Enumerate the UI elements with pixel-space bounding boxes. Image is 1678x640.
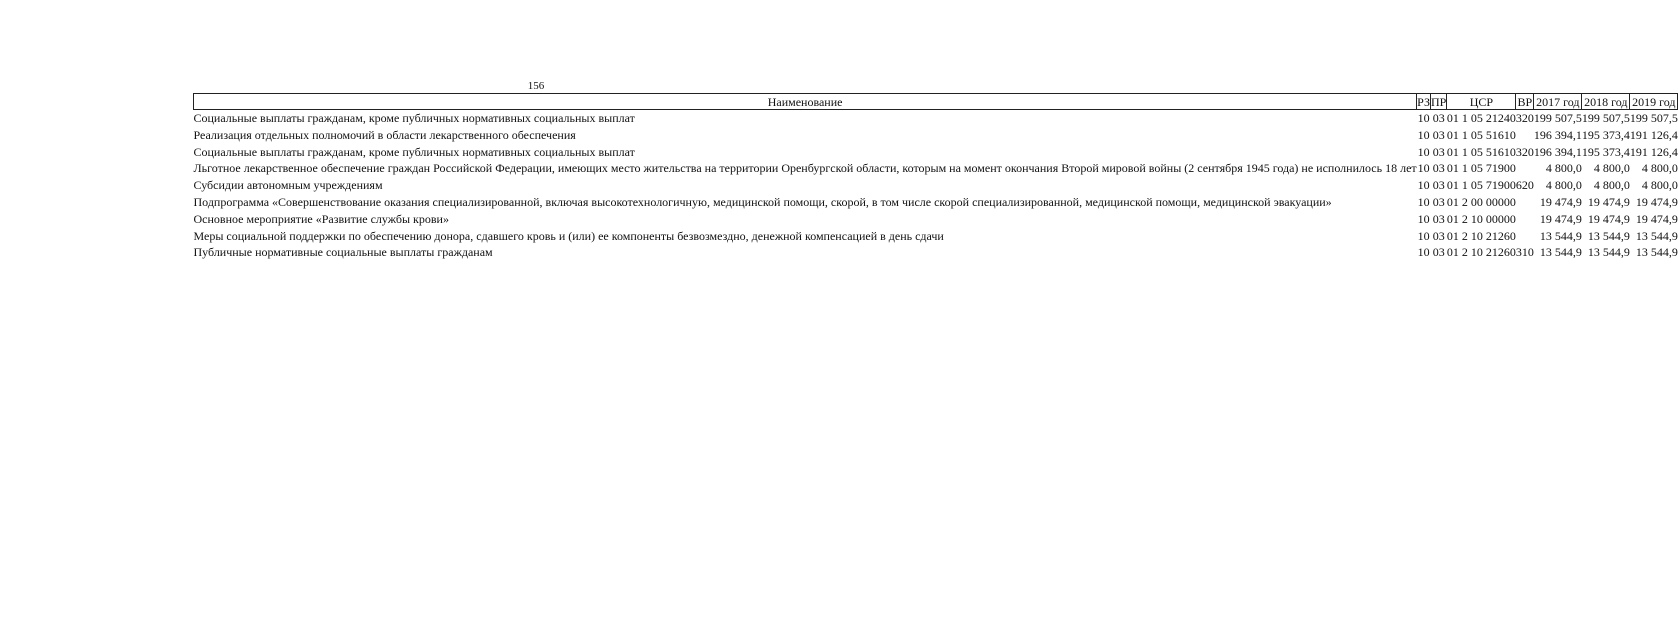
table-row xyxy=(194,194,1678,211)
row-rz: 10 xyxy=(1417,228,1430,243)
table-row xyxy=(194,144,1678,161)
row-vr xyxy=(1516,127,1534,144)
row-vr xyxy=(1516,194,1534,211)
row-2019: 19 474,9 xyxy=(1635,194,1678,209)
table-row xyxy=(194,160,1678,177)
row-csr: 01 2 10 00000 xyxy=(1446,211,1516,226)
row-csr: 01 1 05 71900 xyxy=(1446,161,1516,176)
row-rz: 10 xyxy=(1417,127,1430,142)
table-row xyxy=(194,177,1678,194)
row-2018: 13 544,9 xyxy=(1587,228,1630,243)
row-vr xyxy=(1516,160,1534,177)
row-2017: 19 474,9 xyxy=(1539,194,1582,209)
row-rz: 10 xyxy=(1417,111,1430,125)
row-rz: 10 xyxy=(1417,144,1430,159)
row-2017: 13 544,9 xyxy=(1539,228,1582,243)
row-rz: 10 xyxy=(1417,178,1430,193)
table-row xyxy=(194,211,1678,228)
header-2018: 2018 год xyxy=(1582,94,1630,110)
row-rz: 10 xyxy=(1417,245,1430,260)
row-pr: 03 xyxy=(1432,144,1445,159)
table-body xyxy=(194,110,1678,262)
row-vr: 310 xyxy=(1515,245,1534,260)
row-2017: 4 800,0 xyxy=(1545,161,1582,176)
row-pr: 03 xyxy=(1432,127,1445,142)
row-csr: 01 2 10 21260 xyxy=(1446,228,1516,243)
header-2017: 2017 год xyxy=(1534,94,1582,110)
row-2017: 4 800,0 xyxy=(1545,178,1582,193)
row-name: Субсидии автономным учреждениям xyxy=(193,178,383,193)
row-2017: 196 394,1 xyxy=(1533,127,1582,142)
table-row xyxy=(194,228,1678,245)
row-name: Меры социальной поддержки по обеспечению донора, сдавшего кровь и (или) ее компоненты безвозмездно, денежной компенсацией в день сдачи xyxy=(193,228,944,243)
header-pr: ПР xyxy=(1431,94,1447,109)
row-pr: 03 xyxy=(1432,194,1445,209)
row-csr: 01 1 05 21240 xyxy=(1446,111,1516,125)
row-name: Публичные нормативные социальные выплаты гражданам xyxy=(193,245,493,260)
row-2018: 4 800,0 xyxy=(1593,161,1630,176)
row-pr: 03 xyxy=(1432,111,1445,125)
row-rz: 10 xyxy=(1417,161,1430,176)
row-csr: 01 1 05 51610 xyxy=(1446,127,1516,142)
row-csr: 01 1 05 51610 xyxy=(1446,144,1516,159)
header-name: Наименование xyxy=(194,94,1417,110)
row-2019: 4 800,0 xyxy=(1641,161,1678,176)
row-rz: 10 xyxy=(1417,211,1430,226)
row-2019: 19 474,9 xyxy=(1635,211,1678,226)
row-pr: 03 xyxy=(1432,228,1445,243)
row-vr: 320 xyxy=(1515,111,1534,125)
row-2018: 13 544,9 xyxy=(1587,245,1630,260)
row-2019: 199 507,5 xyxy=(1629,111,1678,125)
row-2018: 199 507,5 xyxy=(1581,111,1630,125)
header-vr: ВР xyxy=(1517,94,1533,109)
row-rz: 10 xyxy=(1417,194,1430,209)
row-2018: 195 373,4 xyxy=(1581,127,1630,142)
row-2018: 19 474,9 xyxy=(1587,194,1630,209)
row-2019: 13 544,9 xyxy=(1635,228,1678,243)
header-row xyxy=(194,94,1678,110)
row-vr: 620 xyxy=(1515,178,1534,193)
row-pr: 03 xyxy=(1432,161,1445,176)
row-name: Социальные выплаты гражданам, кроме публичных нормативных социальных выплат xyxy=(193,144,635,159)
row-name: Льготное лекарственное обеспечение граждан Российской Федерации, имеющих место жительства на территории Оренбургской области, которым на момент окончания Второй мировой войны (2 сентября 1945 года) не исполнилось 18 лет xyxy=(193,161,1417,176)
table-row xyxy=(194,244,1678,261)
table-row xyxy=(194,110,1678,127)
row-2017: 196 394,1 xyxy=(1533,144,1582,159)
row-pr: 03 xyxy=(1432,178,1445,193)
row-csr: 01 1 05 71900 xyxy=(1446,178,1516,193)
page-number: 156 xyxy=(527,80,545,92)
row-2017: 19 474,9 xyxy=(1539,211,1582,226)
row-2017: 13 544,9 xyxy=(1539,245,1582,260)
row-vr xyxy=(1516,228,1534,245)
row-2019: 191 126,4 xyxy=(1629,127,1678,142)
row-2017: 199 507,5 xyxy=(1533,111,1582,125)
row-pr: 03 xyxy=(1432,245,1445,260)
row-name: Подпрограмма «Совершенствование оказания специализированной, включая высокотехнологичную, медицинской помощи, скорой, в том числе скорой специализированной, медицинской помощи, медицинской эвакуации» xyxy=(193,194,1332,209)
row-name: Социальные выплаты гражданам, кроме публичных нормативных социальных выплат xyxy=(193,111,635,125)
budget-table xyxy=(193,93,1678,261)
row-2018: 19 474,9 xyxy=(1587,211,1630,226)
row-csr: 01 2 00 00000 xyxy=(1446,194,1516,209)
header-csr: ЦСР xyxy=(1447,94,1516,110)
row-2018: 4 800,0 xyxy=(1593,178,1630,193)
row-vr xyxy=(1516,211,1534,228)
row-2018: 195 373,4 xyxy=(1581,144,1630,159)
row-2019: 191 126,4 xyxy=(1629,144,1678,159)
row-vr: 320 xyxy=(1515,144,1534,159)
row-2019: 4 800,0 xyxy=(1641,178,1678,193)
row-pr: 03 xyxy=(1432,211,1445,226)
row-name: Реализация отдельных полномочий в области лекарственного обеспечения xyxy=(193,127,576,142)
row-name: Основное мероприятие «Развитие службы крови» xyxy=(193,211,449,226)
row-csr: 01 2 10 21260 xyxy=(1446,245,1516,260)
row-2019: 13 544,9 xyxy=(1635,245,1678,260)
table-row xyxy=(194,127,1678,144)
header-2019: 2019 год xyxy=(1630,94,1678,110)
header-rz: РЗ xyxy=(1417,94,1431,109)
